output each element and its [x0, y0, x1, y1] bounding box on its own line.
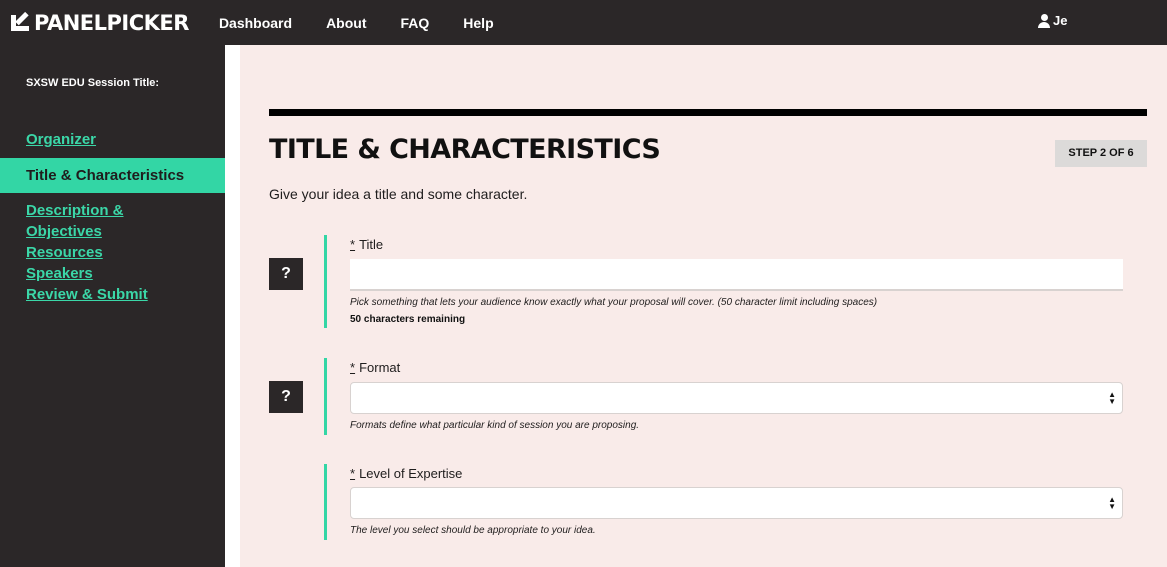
title-char-counter: 50 characters remaining	[350, 314, 466, 325]
title-field-group	[324, 235, 1124, 328]
header-rule	[269, 109, 1147, 116]
sidebar-item-organizer[interactable]: Organizer	[26, 131, 97, 148]
title-label: * Title	[350, 237, 384, 252]
sidebar-divider	[225, 45, 240, 567]
nav-dashboard[interactable]: Dashboard	[218, 14, 293, 31]
nav-about[interactable]: About	[326, 14, 367, 31]
sidebar	[0, 45, 225, 567]
logo-mark-icon	[11, 13, 31, 33]
title-input[interactable]	[350, 259, 1123, 291]
select-arrows-icon: ▲ ▼	[1108, 390, 1116, 406]
sidebar-title: SXSW EDU Session Title:	[26, 77, 160, 89]
select-arrows-icon: ▲ ▼	[1108, 495, 1116, 511]
user-menu[interactable]	[1038, 13, 1066, 28]
sidebar-item-resources[interactable]: Resources	[26, 244, 103, 261]
required-marker: *	[350, 466, 356, 481]
expertise-label: * Level of Expertise	[350, 466, 463, 481]
format-hint: Formats define what particular kind of session you are proposing.	[350, 420, 640, 431]
format-help-button[interactable]: ?	[269, 381, 303, 413]
expertise-field-group	[324, 464, 1124, 540]
format-field-group	[324, 358, 1124, 435]
sidebar-item-description-objectives[interactable]: Description & Objectives	[26, 202, 124, 240]
logo-text: PANELPICKER	[34, 10, 189, 35]
panelpicker-logo[interactable]	[11, 11, 189, 35]
required-marker: *	[350, 237, 356, 252]
sidebar-item-speakers[interactable]: Speakers	[26, 265, 93, 282]
nav-help[interactable]: Help	[463, 14, 494, 31]
expertise-hint: The level you select should be appropriate to your idea.	[350, 525, 596, 536]
user-name: Je	[1053, 13, 1068, 28]
main-nav	[219, 15, 528, 31]
required-marker: *	[350, 360, 356, 375]
nav-faq[interactable]: FAQ	[400, 14, 430, 31]
title-help-button[interactable]: ?	[269, 258, 303, 290]
sidebar-item-title-characteristics[interactable]: Title & Characteristics	[0, 158, 225, 193]
step-badge: STEP 2 OF 6	[1055, 140, 1147, 167]
top-navbar	[0, 0, 1167, 45]
format-select[interactable]	[350, 382, 1123, 414]
format-label: * Format	[350, 360, 401, 375]
title-hint: Pick something that lets your audience know exactly what your proposal will cover. (50 character limit including spaces)	[350, 297, 878, 308]
user-icon	[1038, 14, 1050, 28]
expertise-select[interactable]	[350, 487, 1123, 519]
sidebar-item-review-submit[interactable]: Review & Submit	[26, 286, 148, 303]
page-title: TITLE & CHARACTERISTICS	[269, 134, 661, 165]
page-subtitle: Give your idea a title and some character.	[269, 186, 528, 202]
